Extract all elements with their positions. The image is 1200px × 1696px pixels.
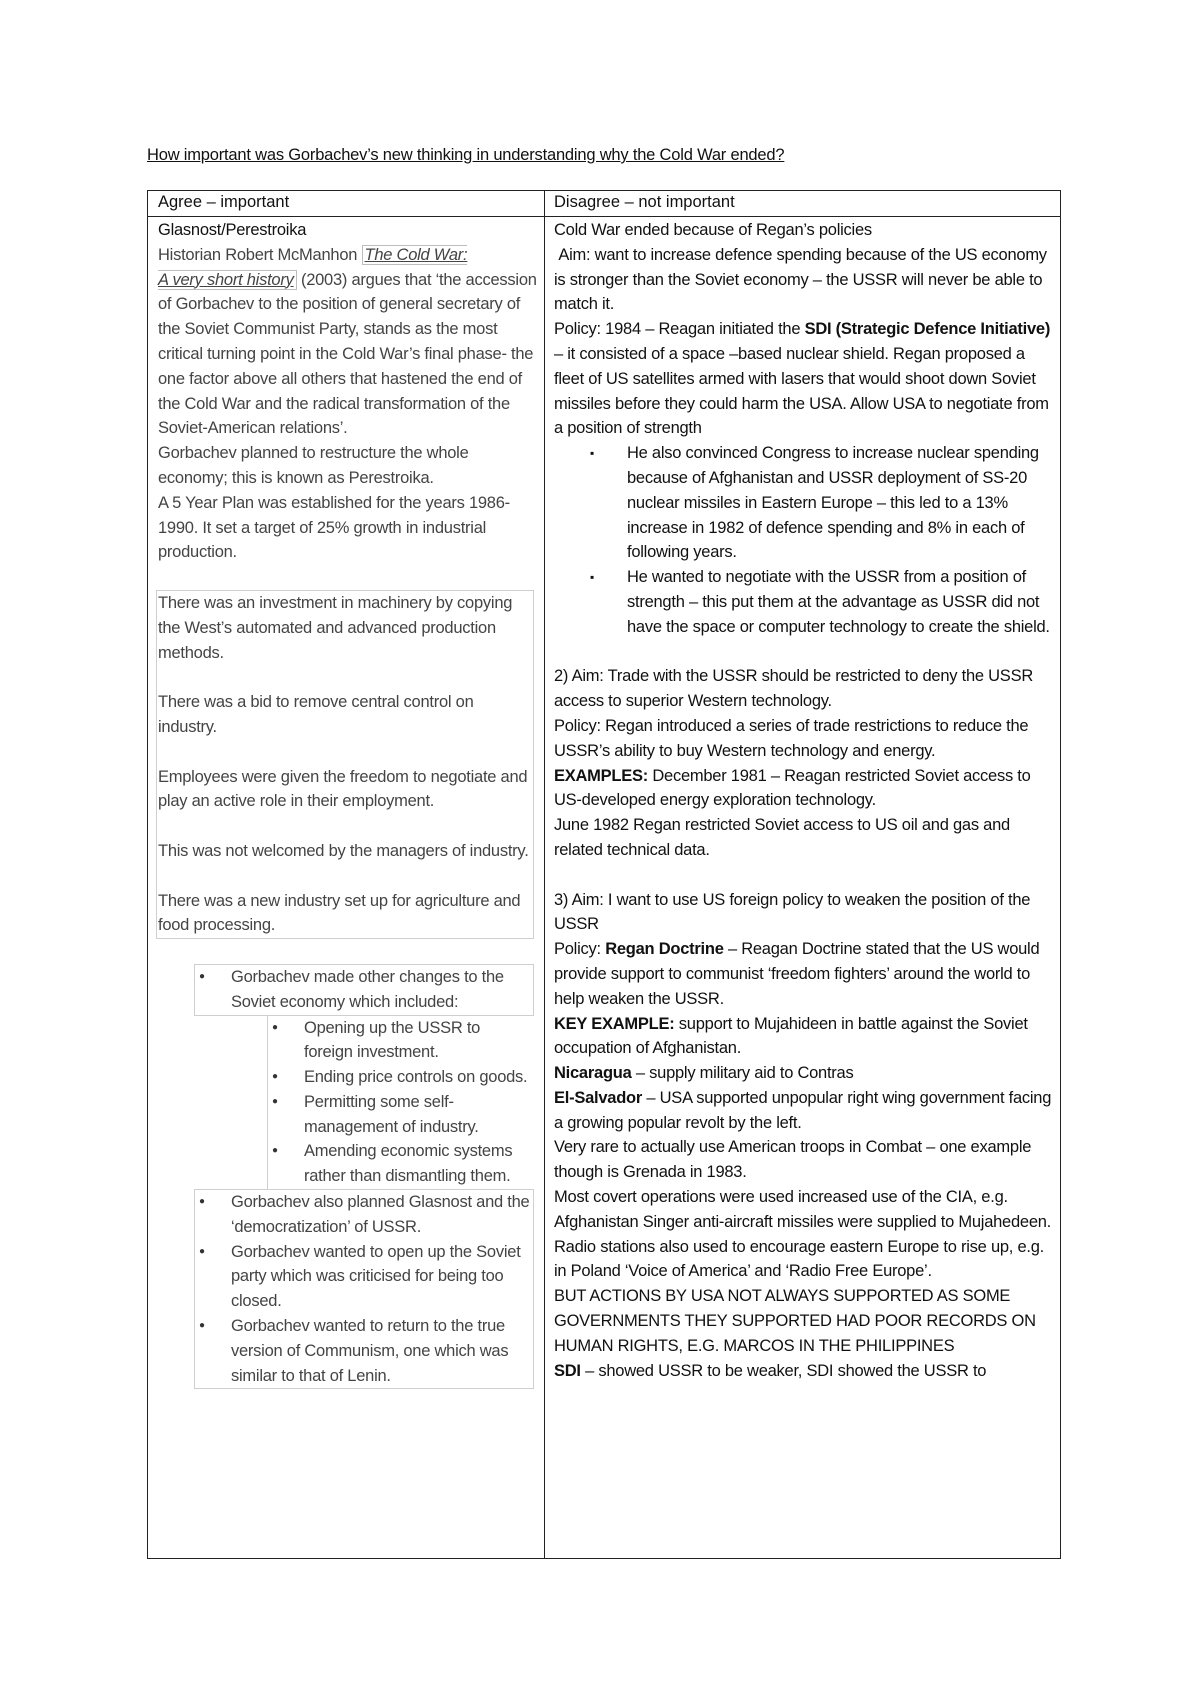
list-item: ● Opening up the USSR to foreign investment.: [268, 1016, 532, 1066]
disagree-column: [554, 218, 1054, 1383]
perestroika-box: [156, 590, 534, 939]
doctrine-term: Regan Doctrine: [605, 940, 724, 959]
header-divider: [148, 216, 1060, 217]
sdi-label: SDI: [554, 1361, 581, 1380]
sub-changes-list: [267, 1016, 532, 1190]
column-divider: [544, 191, 545, 1558]
key-example-label: KEY EXAMPLE:: [554, 1014, 675, 1033]
list-item: ● Permitting some self-management of industry.: [268, 1090, 532, 1140]
rare-paragraph: Very rare to actually use American troops in Combat – one example though is Grenada in 1983.: [554, 1138, 1032, 1182]
june-paragraph: June 1982 Regan restricted Soviet access to US oil and gas and related technical data.: [554, 816, 1010, 859]
comparison-table: [147, 190, 1061, 1559]
policy3-intro: Policy:: [554, 940, 606, 959]
caps-paragraph: BUT ACTIONS BY USA NOT ALWAYS SUPPORTED AS SOME GOVERNMENTS THEY SUPPORTED HAD POOR RECORDS ON HUMAN RIGHTS, E.G. MARCOS IN THE PHILIPPINES: [554, 1287, 1036, 1355]
list-item: ● Ending price controls on goods.: [268, 1065, 532, 1090]
key-example-text: support to Mujahideen in battle against the Soviet occupation of Afghanistan.: [554, 1014, 1028, 1058]
sdi-bullets: [554, 441, 1054, 639]
header-disagree: Disagree – not important: [554, 193, 735, 211]
examples-label: EXAMPLES:: [554, 766, 649, 785]
examples-text: December 1981 – Reagan restricted Soviet access to US-developed energy exploration technology.: [554, 766, 1031, 810]
policy1-body: – it consisted of a space –based nuclear shield. Regan proposed a fleet of US satellites armed with lasers that would shoot down Soviet missiles before they could harm the USA. Allow USA to negotiate from a position of strength: [554, 344, 1049, 438]
list-item: ● Gorbachev made other changes to the Soviet economy which included:: [195, 965, 533, 1015]
welcomed-paragraph: This was not welcomed by the managers of industry.: [158, 841, 529, 860]
key-example-paragraph: [554, 1012, 1054, 1062]
covert-paragraph: Most covert operations were used increased use of the CIA, e.g. Afghanistan Singer anti-aircraft missiles were supplied to Mujahedeen.: [554, 1188, 1052, 1231]
aim1-paragraph: Aim: want to increase defence spending because of the US economy is stronger than the Soviet economy – the USSR will never be able to match it.: [554, 245, 1052, 314]
right-heading: Cold War ended because of Regan’s policies: [554, 221, 872, 239]
mcmahon-intro: Historian Robert McManhon: [158, 245, 362, 264]
left-heading: Glasnost/Perestroika: [158, 221, 307, 239]
el-salvador-text: – USA supported unpopular right wing government facing a growing popular revolt by the left.: [554, 1088, 1052, 1132]
examples-paragraph: [554, 764, 1054, 814]
policy1-intro: Policy: 1984 – Reagan initiated the: [554, 320, 805, 339]
list-item: ● Amending economic systems rather than dismantling them.: [268, 1139, 532, 1189]
policy1-paragraph: [554, 317, 1054, 441]
list-item: ● Gorbachev wanted to open up the Soviet party which was criticised for being too closed.: [195, 1240, 533, 1314]
nicaragua-text: – supply military aid to Contras: [631, 1064, 854, 1083]
list-item: ▪ He also convinced Congress to increase nuclear spending because of Afghanistan and USSR deployment of SS-20 nuclear missiles in Eastern Europe – this led to a 13% increase in 1982 of defence spending and 8% in each of following years.: [554, 441, 1054, 565]
el-salvador-paragraph: [554, 1086, 1054, 1136]
changes-list: [194, 964, 534, 1016]
radio-paragraph: Radio stations also used to encourage eastern Europe to rise up, e.g. in Poland ‘Voice of America’ and ‘Radio Free Europe’.: [554, 1237, 1044, 1281]
employees-paragraph: Employees were given the freedom to negotiate and play an active role in their employment.: [158, 767, 528, 811]
invest-paragraph: There was an investment in machinery by copying the West’s automated and advanced production methods.: [158, 593, 513, 662]
header-agree: Agree – important: [158, 193, 290, 211]
policy2-paragraph: Policy: Regan introduced a series of trade restrictions to reduce the USSR’s ability to buy Western technology and energy.: [554, 716, 1029, 760]
nicaragua-label: Nicaragua: [554, 1064, 632, 1083]
policy3-paragraph: [554, 937, 1054, 1011]
el-salvador-label: El-Salvador: [554, 1088, 643, 1107]
list-item: ● Gorbachev also planned Glasnost and the ‘democratization’ of USSR.: [195, 1190, 533, 1240]
plan-paragraph: A 5 Year Plan was established for the years 1986-1990. It set a target of 25% growth in industrial production.: [158, 493, 510, 562]
page-title: How important was Gorbachev’s new thinking in understanding why the Cold War ended?: [147, 146, 785, 164]
aim3-paragraph: 3) Aim: I want to use US foreign policy to weaken the position of the USSR: [554, 890, 1031, 934]
mcmahon-paragraph: [158, 243, 538, 441]
mcmahon-quote: (2003) argues that ‘the accession of Gorbachev to the position of general secretary of the Soviet Communist Party, stands as the most critical turning point in the Cold War’s final phase- the one factor above all others that hastened the end of the Cold War and the radical transformation of the Soviet-American relations’.: [158, 270, 537, 438]
list-item: ▪ He wanted to negotiate with the USSR from a position of strength – this put them at the advantage as USSR did not have the space or computer technology to create the shield.: [554, 565, 1054, 639]
nicaragua-paragraph: [554, 1061, 1054, 1086]
book-title-part2: A very short history: [158, 270, 294, 289]
book-title-part1: The Cold War:: [364, 245, 468, 264]
sdi-term: SDI (Strategic Defence Initiative): [804, 320, 1051, 339]
agri-paragraph: There was a new industry set up for agriculture and food processing.: [158, 891, 521, 935]
glasnost-list: [194, 1189, 534, 1389]
policy3-body: – Reagan Doctrine stated that the US would provide support to communist ‘freedom fighters’ around the world to help weaken the USSR.: [554, 940, 1040, 1008]
restructure-paragraph: Gorbachev planned to restructure the whole economy; this is known as Perestroika.: [158, 444, 469, 487]
aim2-paragraph: 2) Aim: Trade with the USSR should be restricted to deny the USSR access to superior Western technology.: [554, 667, 1033, 711]
sdi-text: – showed USSR to be weaker, SDI showed the USSR to: [580, 1361, 987, 1380]
list-item: ● Gorbachev wanted to return to the true version of Communism, one which was similar to that of Lenin.: [195, 1314, 533, 1388]
agree-column: [158, 218, 538, 1389]
sdi-paragraph: [554, 1359, 1054, 1384]
bid-paragraph: There was a bid to remove central control on industry.: [158, 693, 474, 736]
